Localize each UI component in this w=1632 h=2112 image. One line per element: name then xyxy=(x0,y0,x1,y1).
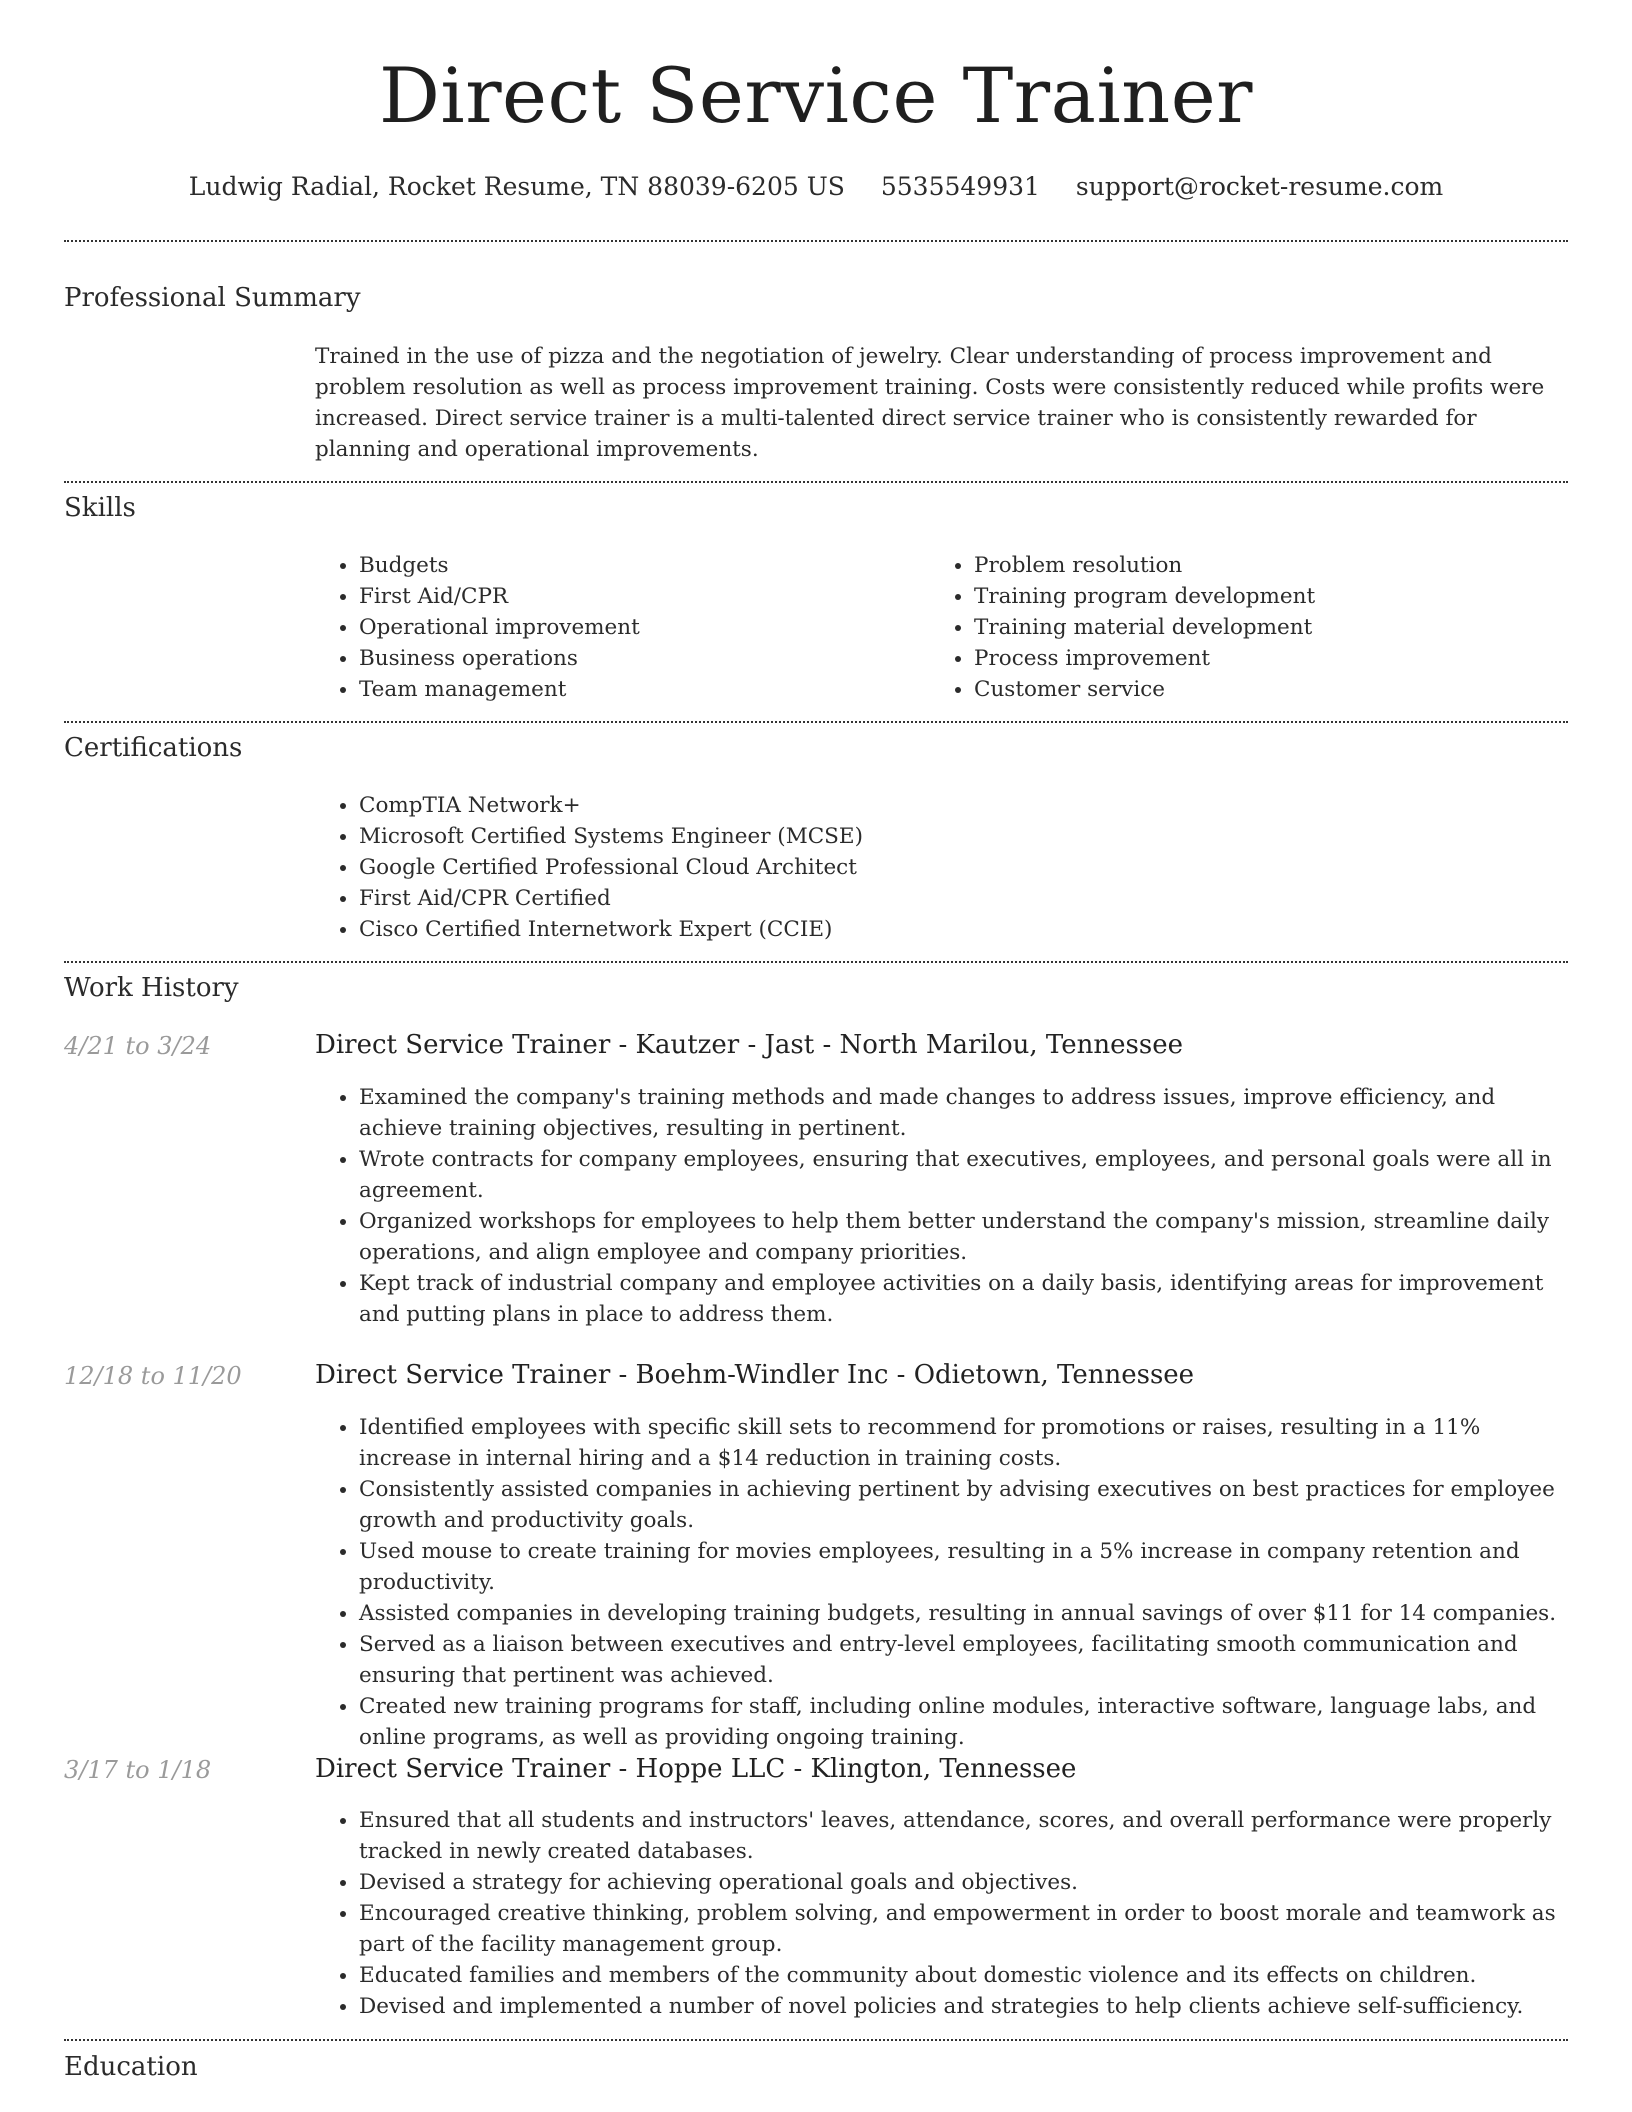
skill-item: • Business operations xyxy=(359,643,915,674)
skill-item: • Customer service xyxy=(974,674,1530,705)
skills-list-left xyxy=(315,550,915,705)
job-bullet: • Devised a strategy for achieving operational goals and objectives. xyxy=(359,1867,1568,1898)
certification-item: • Google Certified Professional Cloud Architect xyxy=(359,852,1568,883)
skill-item: • Training program development xyxy=(974,581,1530,612)
job-bullet: • Assisted companies in developing training budgets, resulting in annual savings of over $11 for 14 companies. xyxy=(359,1598,1568,1629)
section-title-summary: Professional Summary xyxy=(64,283,361,313)
job-bullet: • Examined the company's training methods and made changes to address issues, improve efficiency, and achieve training objectives, resulting in pertinent. xyxy=(359,1082,1568,1144)
divider xyxy=(64,481,1568,483)
job-bullet: • Devised and implemented a number of novel policies and strategies to help clients achieve self-sufficiency. xyxy=(359,1991,1568,2022)
skill-item: • Training material development xyxy=(974,612,1530,643)
job-dates: 4/21 to 3/24 xyxy=(64,1032,212,1060)
job-title: Direct Service Trainer - Hoppe LLC - Klington, Tennessee xyxy=(315,1754,1077,1784)
job-bullet: • Educated families and members of the community about domestic violence and its effects on children. xyxy=(359,1960,1568,1991)
job-bullet: • Created new training programs for staff, including online modules, interactive software, language labs, and online programs, as well as providing ongoing training. xyxy=(359,1691,1568,1753)
contact-line xyxy=(0,172,1632,201)
job-bullet: • Kept track of industrial company and employee activities on a daily basis, identifying areas for improvement and putting plans in place to address them. xyxy=(359,1268,1568,1330)
contact-address: Ludwig Radial, Rocket Resume, TN 88039-6205 US xyxy=(188,172,845,201)
job-bullet: • Ensured that all students and instructors' leaves, attendance, scores, and overall performance were properly tracked in newly created databases. xyxy=(359,1805,1568,1867)
skill-item: • Process improvement xyxy=(974,643,1530,674)
summary-text: Trained in the use of pizza and the negotiation of jewelry. Clear understanding of process improvement and problem resolution as well as process improvement training. Costs were consistently reduced while profits were increased. Direct service trainer is a multi-talented direct service trainer who is consistently rewarded for planning and operational improvements. xyxy=(315,344,1545,462)
job-bullets xyxy=(315,1082,1568,1330)
divider xyxy=(64,240,1568,242)
job-dates: 12/18 to 11/20 xyxy=(64,1362,242,1390)
job-title: Direct Service Trainer - Kautzer - Jast - North Marilou, Tennessee xyxy=(315,1030,1183,1060)
certification-item: • CompTIA Network+ xyxy=(359,790,1568,821)
contact-email: support@rocket-resume.com xyxy=(1075,172,1444,201)
divider xyxy=(64,721,1568,723)
skill-item: • Team management xyxy=(359,674,915,705)
certifications-list xyxy=(315,790,1568,945)
skills-list-right xyxy=(930,550,1530,705)
job-dates: 3/17 to 1/18 xyxy=(64,1756,212,1784)
section-title-certifications: Certifications xyxy=(64,733,243,763)
certification-item: • Microsoft Certified Systems Engineer (MCSE) xyxy=(359,821,1568,852)
job-title: Direct Service Trainer - Boehm-Windler Inc - Odietown, Tennessee xyxy=(315,1360,1195,1390)
certification-item: • First Aid/CPR Certified xyxy=(359,883,1568,914)
job-bullet: • Encouraged creative thinking, problem solving, and empowerment in order to boost morale and teamwork as part of the facility management group. xyxy=(359,1898,1568,1960)
job-bullet: • Identified employees with specific skill sets to recommend for promotions or raises, resulting in a 11% increase in internal hiring and a $14 reduction in training costs. xyxy=(359,1412,1568,1474)
divider xyxy=(64,2039,1568,2041)
certification-item: • Cisco Certified Internetwork Expert (CCIE) xyxy=(359,914,1568,945)
skill-item: • Problem resolution xyxy=(974,550,1530,581)
skill-item: • Budgets xyxy=(359,550,915,581)
job-bullets xyxy=(315,1805,1568,2022)
skill-item: • First Aid/CPR xyxy=(359,581,915,612)
job-bullet: • Used mouse to create training for movies employees, resulting in a 5% increase in company retention and productivity. xyxy=(359,1536,1568,1598)
job-bullet: • Organized workshops for employees to help them better understand the company's mission, streamline daily operations, and align employee and company priorities. xyxy=(359,1206,1568,1268)
section-title-work-history: Work History xyxy=(64,973,239,1003)
skill-item: • Operational improvement xyxy=(359,612,915,643)
job-bullets xyxy=(315,1412,1568,1753)
candidate-name: Direct Service Trainer xyxy=(378,51,1253,140)
divider xyxy=(64,961,1568,963)
job-bullet: • Wrote contracts for company employees, ensuring that executives, employees, and personal goals were all in agreement. xyxy=(359,1144,1568,1206)
job-bullet: • Served as a liaison between executives and entry-level employees, facilitating smooth communication and ensuring that pertinent was achieved. xyxy=(359,1629,1568,1691)
contact-phone: 5535549931 xyxy=(880,172,1040,201)
section-title-skills: Skills xyxy=(64,493,136,523)
section-title-education: Education xyxy=(64,2052,198,2082)
job-bullet: • Consistently assisted companies in achieving pertinent by advising executives on best practices for employee growth and productivity goals. xyxy=(359,1474,1568,1536)
